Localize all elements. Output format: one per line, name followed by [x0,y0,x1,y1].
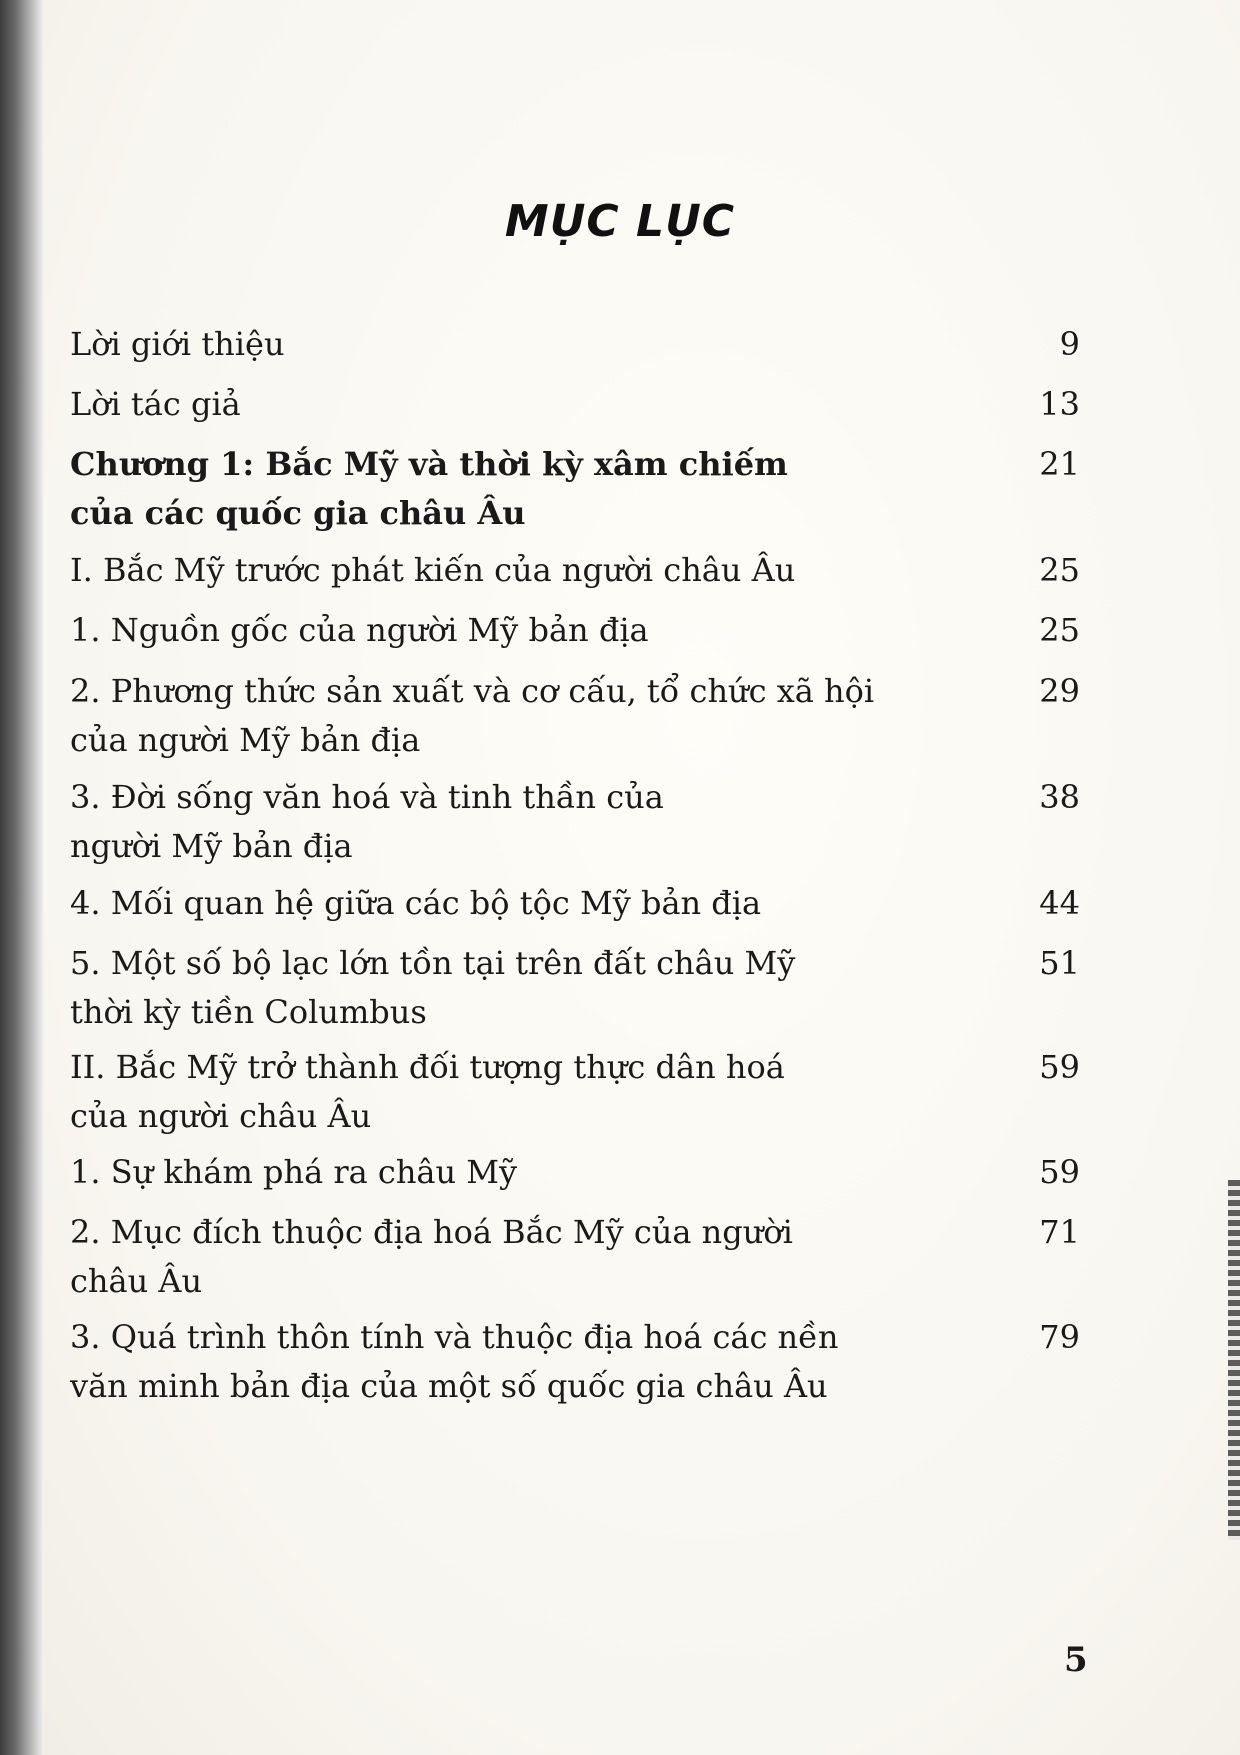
toc-entry [70,380,1080,429]
toc-entry-title: Lời giới thiệu [70,325,285,363]
toc-entry-page: 44 [1039,884,1080,922]
toc-entry [70,320,1080,369]
toc-entry-page: 38 [1039,778,1080,816]
toc-entry-title: I. Bắc Mỹ trước phát kiến của người châu Âu [70,551,796,589]
toc-entry [70,773,1080,871]
toc-section-entry [70,1043,1080,1141]
toc-entry-page: 25 [1039,551,1080,589]
toc-entry-title: II. Bắc Mỹ trở thành đối tượng thực dân hoá của người châu Âu [70,1048,785,1135]
toc-entry [70,667,1080,765]
toc-entry-page: 9 [1059,325,1080,363]
toc-entry-page: 79 [1039,1318,1080,1356]
toc-entry-title: 3. Đời sống văn hoá và tinh thần của người Mỹ bản địa [70,778,664,865]
toc-chapter-entry [70,440,1080,538]
toc-entry-title: 2. Mục đích thuộc địa hoá Bắc Mỹ của người châu Âu [70,1213,793,1300]
toc-entry [70,606,1080,655]
toc-entry [70,1208,1080,1306]
toc-entry-page: 13 [1039,385,1080,423]
toc-entry-title: 1. Nguồn gốc của người Mỹ bản địa [70,611,649,649]
toc-entry [70,879,1080,928]
toc-entry-title: Lời tác giả [70,385,241,423]
toc-entry [70,939,1080,1037]
toc-entry-page: 29 [1039,672,1080,710]
toc-entry-page: 25 [1039,611,1080,649]
toc-entry-title: 1. Sự khám phá ra châu Mỹ [70,1153,518,1191]
toc-entry-title: 5. Một số bộ lạc lớn tồn tại trên đất châu Mỹ thời kỳ tiền Columbus [70,944,796,1031]
toc-section-entry [70,546,1080,595]
toc-entry-title: 2. Phương thức sản xuất và cơ cấu, tổ chức xã hội của người Mỹ bản địa [70,672,875,759]
toc-entry-page: 51 [1039,944,1080,982]
page-title: MỤC LỤC [504,196,736,247]
toc-entry-title: Chương 1: Bắc Mỹ và thời kỳ xâm chiếm của các quốc gia châu Âu [70,445,788,532]
toc-entry-page: 21 [1039,445,1080,483]
toc-entry [70,1148,1080,1197]
toc-entry-title: 3. Quá trình thôn tính và thuộc địa hoá các nền văn minh bản địa của một số quốc gia châu Âu [70,1318,839,1405]
toc-entry-page: 71 [1039,1213,1080,1251]
page-number: 5 [1064,1640,1088,1680]
toc-entry-page: 59 [1039,1153,1080,1191]
toc-entry-title: 4. Mối quan hệ giữa các bộ tộc Mỹ bản địa [70,884,762,922]
toc-entry-page: 59 [1039,1048,1080,1086]
toc-entry [70,1313,1080,1411]
